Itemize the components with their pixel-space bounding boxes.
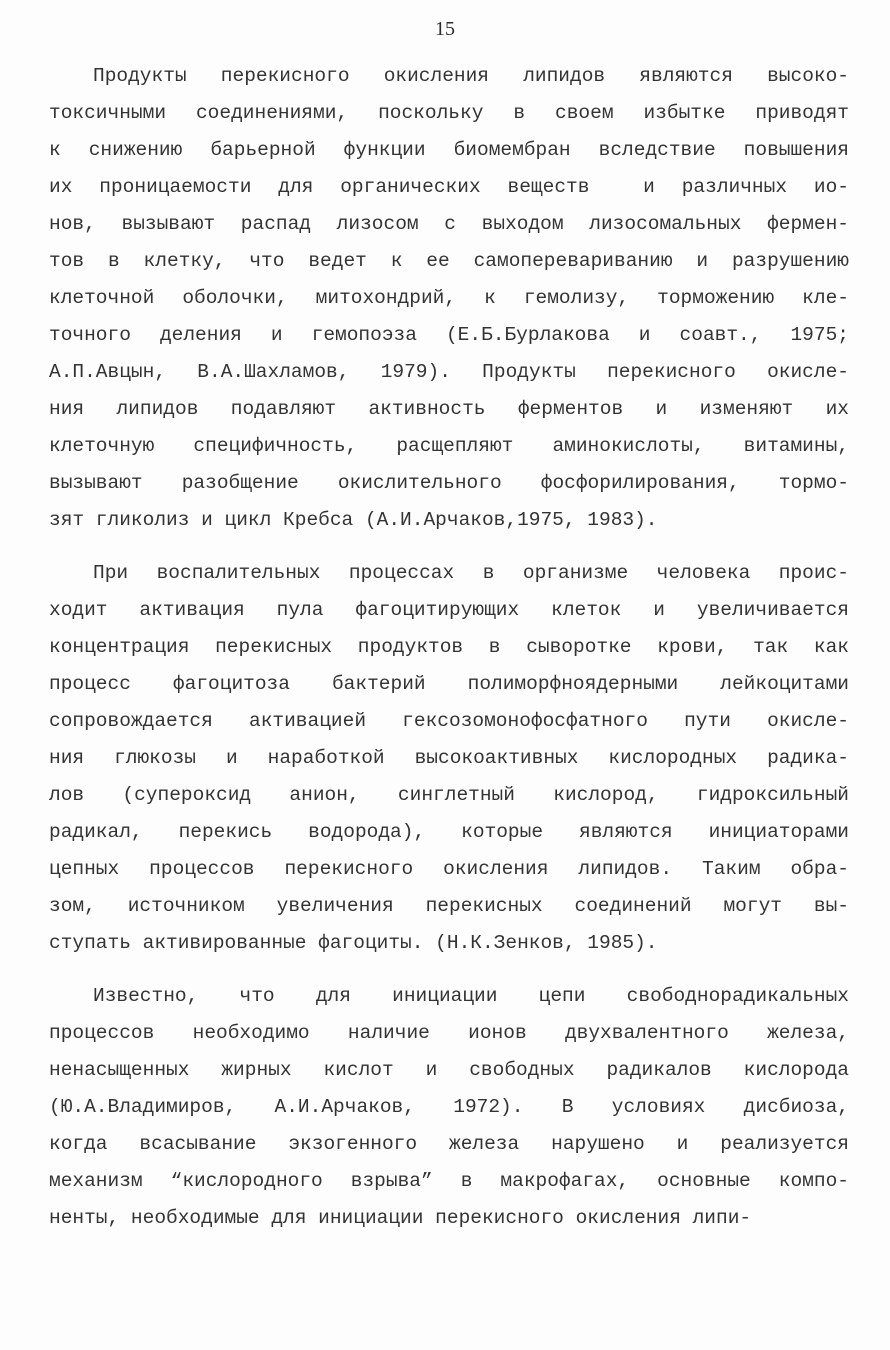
text-line: Продукты перекисного окисления липидов являются высоко- [93,65,849,87]
text-line: зом, источником увеличения перекисных соединений могут вы- [49,895,849,917]
text-line: концентрация перекисных продуктов в сыворотке крови, так как [49,636,849,658]
text-line: ненты, необходимые для инициации перекисного окисления липи- [49,1207,752,1229]
text-line: лов (супероксид анион, синглетный кислород, гидроксильный [49,784,849,806]
paragraph-3 [49,978,849,1237]
text-line: ступать активированные фагоциты. (Н.К.Зенков, 1985). [49,932,658,954]
text-line: А.П.Авцын, В.А.Шахламов, 1979). Продукты перекисного окисле- [49,361,849,383]
text-line: зят гликолиз и цикл Кребса (А.И.Арчаков,1975, 1983). [49,509,658,531]
text-line: ния липидов подавляют активность ферментов и изменяют их [49,398,849,420]
text-line: процесс фагоцитоза бактерий полиморфноядерными лейкоцитами [49,673,849,695]
text-line: к снижению барьерной функции биомембран вследствие повышения [49,139,849,161]
text-line: механизм “кислородного взрыва” в макрофагах, основные компо- [49,1170,849,1192]
text-line: процессов необходимо наличие ионов двухвалентного железа, [49,1022,849,1044]
text-line: точного деления и гемопоэза (Е.Б.Бурлакова и соавт., 1975; [49,324,849,346]
text-line: ненасыщенных жирных кислот и свободных радикалов кислорода [49,1059,849,1081]
paragraph-1 [49,58,849,539]
text-line: тов в клетку, что ведет к ее самоперевариванию и разрушению [49,250,849,272]
text-line: цепных процессов перекисного окисления липидов. Таким обра- [49,858,849,880]
text-line: радикал, перекись водорода), которые являются инициаторами [49,821,849,843]
text-line: сопровождается активацией гексозомонофосфатного пути окисле- [49,710,849,732]
text-line: вызывают разобщение окислительного фосфорилирования, тормо- [49,472,849,494]
text-line: клеточной оболочки, митохондрий, к гемолизу, торможению кле- [49,287,849,309]
text-line: клеточную специфичность, расщепляют аминокислоты, витамины, [49,435,849,457]
paragraph-2 [49,555,849,962]
page-number: 15 [435,18,455,40]
text-line: когда всасывание экзогенного железа нарушено и реализуется [49,1133,849,1155]
text-line: (Ю.А.Владимиров, А.И.Арчаков, 1972). В условиях дисбиоза, [49,1096,849,1118]
text-line: При воспалительных процессах в организме человека проис- [93,562,849,584]
text-line: ния глюкозы и наработкой высокоактивных кислородных радика- [49,747,849,769]
text-line: нов, вызывают распад лизосом с выходом лизосомальных фермен- [49,213,849,235]
body-text [49,58,849,1253]
text-line: Известно, что для инициации цепи свободнорадикальных [93,985,849,1007]
text-line: токсичными соединениями, поскольку в своем избытке приводят [49,102,849,124]
text-line: ходит активация пула фагоцитирующих клеток и увеличивается [49,599,849,621]
text-line: их проницаемости для органических веществ и различных ио- [49,176,849,198]
